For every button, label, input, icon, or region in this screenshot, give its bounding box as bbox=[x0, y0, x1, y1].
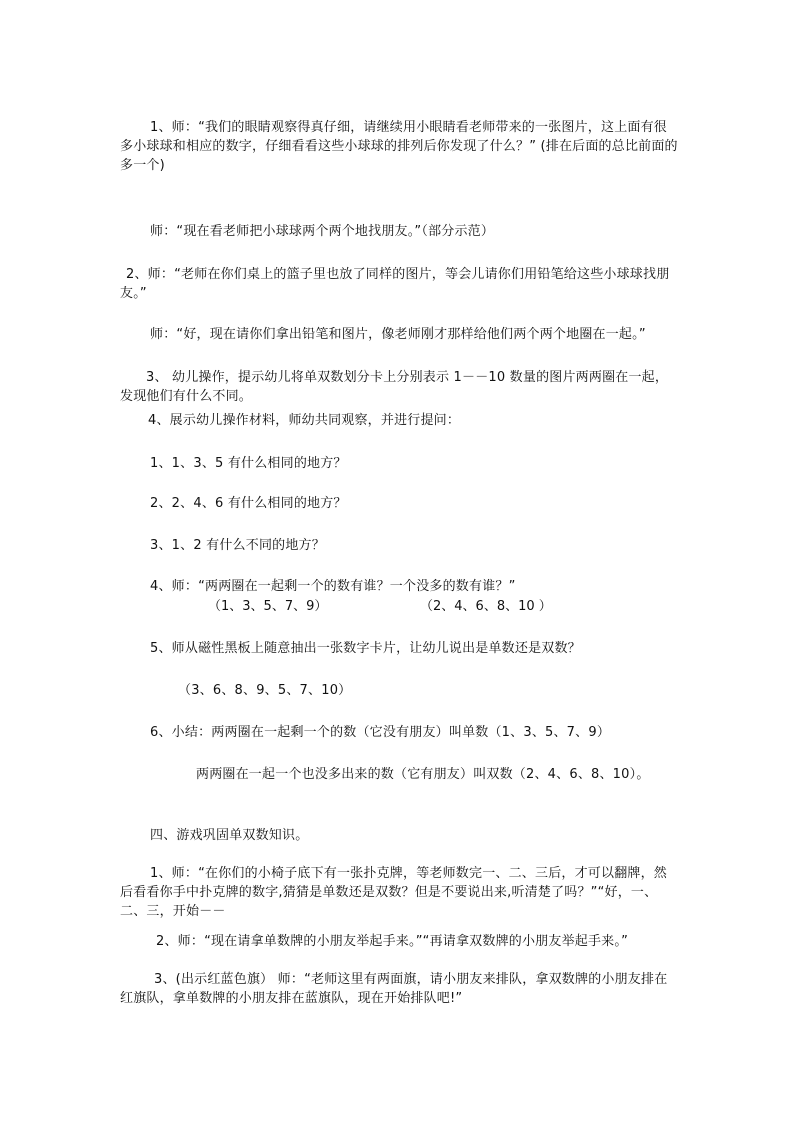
summary-odd: 6、小结：两两圈在一起剩一个的数（它没有朋友）叫单数（1、3、5、7、9） bbox=[150, 725, 611, 740]
question-5-numbers: （3、6、8、9、5、7、10） bbox=[178, 683, 352, 698]
summary-even: 两两圈在一起一个也没多出来的数（它有朋友）叫双数（2、4、6、8、10）。 bbox=[196, 767, 650, 782]
even-number-list: （2、4、6、8、10 ） bbox=[420, 599, 552, 614]
paragraph-6: 4、展示幼儿操作材料，师幼共同观察，并进行提问： bbox=[148, 413, 461, 428]
game-step-3: 3、(出示红蓝色旗） 师：“老师这里有两面旗，请小朋友来排队，拿双数牌的小朋友排在红旗队，拿单数牌的小朋友排在蓝旗队，现在开始排队吧!” bbox=[120, 972, 668, 1006]
paragraph-4: 师：“好，现在请你们拿出铅笔和图片，像老师刚才那样给他们两个两个地圈在一起。” bbox=[150, 327, 646, 342]
paragraph-1: 1、师：“我们的眼睛观察得真仔细，请继续用小眼睛看老师带来的一张图片，这上面有很多小球球和相应的数字，仔细看看这些小球球的排列后你发现了什么？” (排在后面的总比前面的多一个) bbox=[120, 120, 678, 173]
section-heading-4: 四、游戏巩固单双数知识。 bbox=[150, 828, 309, 843]
question-1: 1、1、3、5 有什么相同的地方？ bbox=[150, 456, 347, 471]
question-4: 4、师：“两两圈在一起剩一个的数有谁？一个没多的数有谁？” bbox=[150, 579, 516, 594]
question-3: 3、1、2 有什么不同的地方？ bbox=[150, 538, 325, 553]
question-2: 2、2、4、6 有什么相同的地方？ bbox=[150, 496, 347, 511]
odd-number-list: （1、3、5、7、9） bbox=[208, 599, 328, 614]
game-step-2: 2、师：“现在请拿单数牌的小朋友举起手来。”“再请拿双数牌的小朋友举起手来。” bbox=[156, 934, 629, 949]
game-step-1: 1、师：“在你们的小椅子底下有一张扑克牌，等老师数完一、二、三后，才可以翻牌，然后看看你手中扑克牌的数字,猜猜是单数还是双数？但是不要说出来,听清楚了吗？”“好，一、二、三，开始－－ bbox=[120, 866, 668, 919]
paragraph-3: 2、师：“老师在你们桌上的篮子里也放了同样的图片，等会儿请你们用铅笔给这些小球球找朋友。” bbox=[120, 267, 670, 301]
paragraph-5: 3、 幼儿操作，提示幼儿将单双数划分卡上分别表示 1－－10 数量的图片两两圈在一起，发现他们有什么不同。 bbox=[120, 370, 669, 404]
paragraph-2: 师：“现在看老师把小球球两个两个地找朋友。”（部分示范） bbox=[150, 224, 495, 239]
question-5: 5、师从磁性黑板上随意抽出一张数字卡片，让幼儿说出是单数还是双数？ bbox=[150, 641, 581, 656]
